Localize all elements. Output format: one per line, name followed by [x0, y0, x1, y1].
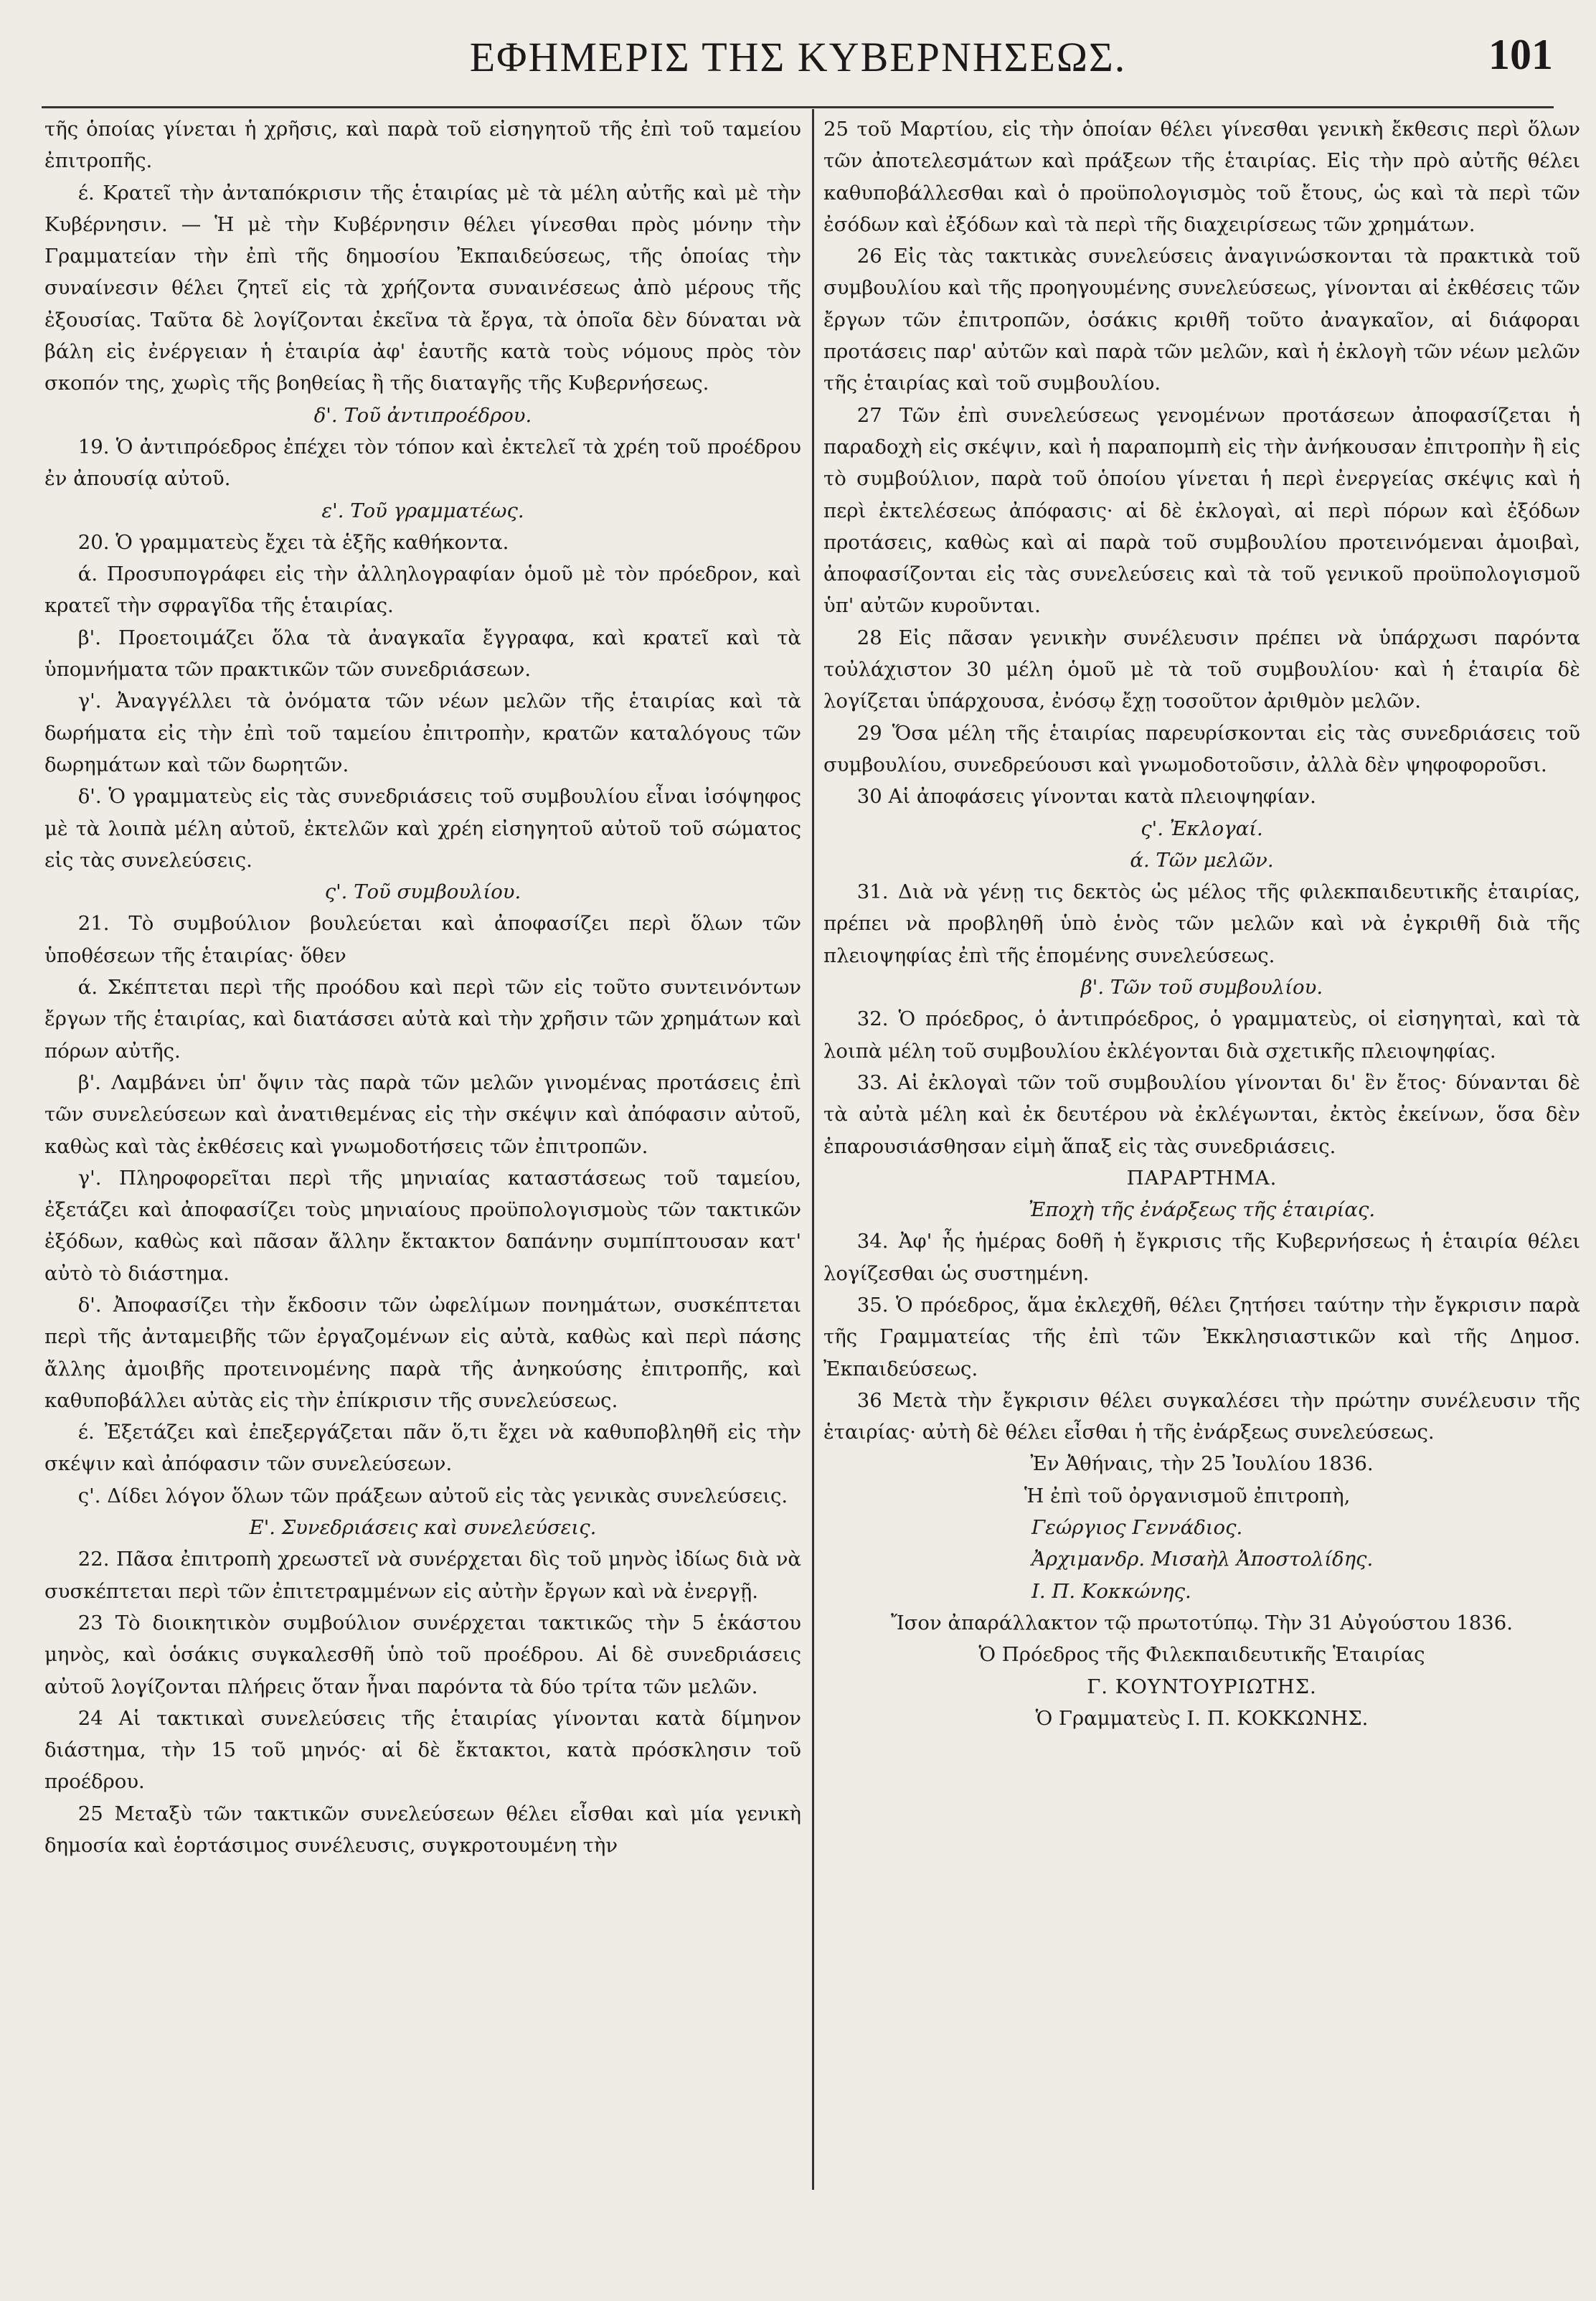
section-heading: ε'. Τοῦ γραμματέως. [321, 499, 524, 522]
paragraph: 35. Ὁ πρόεδρος, ἅμα ἐκλεχθῆ, θέλει ζητήσει ταύτην τὴν ἔγκρισιν παρὰ τῆς Γραμματείας τῆς ἐπὶ τῶν Ἐκκλησιαστικῶν καὶ τῆς Δημοσ. Ἐκπαιδεύσεως. [823, 1293, 1580, 1380]
section-subheading: β'. Τῶν τοῦ συμβουλίου. [1080, 976, 1323, 999]
paragraph: δ'. Ἀποφασίζει τὴν ἔκδοσιν τῶν ὠφελίμων πονημάτων, συσκέπτεται περὶ τῆς ἀνταμειβῆς τῶν ἐργαζομένων εἰς αὐτὰ, καθὼς καὶ περὶ πάσης ἄλλης ἀμοιβῆς προτεινομένης παρὰ τῆς ἀνηκούσης ἐπιτροπῆς, καὶ καθυποβάλλει αὐτὰς εἰς τὴν ἐπίκρισιν τῆς συνελεύσεως. [44, 1293, 801, 1412]
dateline: Ἐν Ἀθήναις, τὴν 25 Ἰουλίου 1836. [1030, 1452, 1374, 1476]
paragraph: τῆς ὁποίας γίνεται ἡ χρῆσις, καὶ παρὰ τοῦ εἰσηγητοῦ τῆς ἐπὶ τοῦ ταμείου ἐπιτροπῆς. [44, 118, 801, 173]
section-heading: δ'. Τοῦ ἀντιπροέδρου. [313, 403, 532, 427]
paragraph: 25 τοῦ Μαρτίου, εἰς τὴν ὁποίαν θέλει γίνεσθαι γενικὴ ἔκθεσις περὶ ὅλων τῶν ἀποτελεσμάτων καὶ πράξεων τῆς ἑταιρίας. Εἰς τὴν πρὸ αὐτῆς θέλει καθυποβάλλεσθαι καὶ ὁ προϋπολογισμὸς τοῦ ἔτους, ὡς καὶ τὰ περὶ τῶν ἐσόδων καὶ ἐξόδων καὶ τὰ περὶ τῆς διαχειρίσεως τῶν χρημάτων. [823, 118, 1580, 236]
paragraph: ά. Προσυπογράφει εἰς τὴν ἀλληλογραφίαν ὁμοῦ μὲ τὸν πρόεδρον, καὶ κρατεῖ τὴν σφραγῖδα τῆς ἑταιρίας. [44, 563, 801, 618]
paragraph: β'. Προετοιμάζει ὅλα τὰ ἀναγκαῖα ἔγγραφα, καὶ κρατεῖ καὶ τὰ ὑπομνήματα τῶν πρακτικῶν τῶν συνεδριάσεων. [44, 626, 801, 682]
paragraph: 29 Ὅσα μέλη τῆς ἑταιρίας παρευρίσκονται εἰς τὰς συνεδριάσεις τοῦ συμβουλίου, συνεδρεύουσι καὶ γνωμοδοτοῦσιν, ἀλλὰ δὲν ψηφοφοροῦσι. [823, 721, 1580, 776]
committee-line: Ἡ ἐπὶ τοῦ ὀργανισμοῦ ἐπιτροπὴ, [1024, 1484, 1351, 1507]
paragraph: 27 Τῶν ἐπὶ συνελεύσεως γενομένων προτάσεων ἀποφασίζεται ἡ παραδοχὴ εἰς σκέψιν, καὶ ἡ παραπομπὴ εἰς τὴν ἀνήκουσαν ἐπιτροπὴν ἢ εἰς τὸ συμβούλιον, παρὰ τοῦ ὁποίου γίνεται ἡ περὶ ἐνεργείας σκέψις καὶ ἡ περὶ ἐκτελέσεως ἀπόφασις· αἱ δὲ ἐκλογαὶ, αἱ περὶ πόρων καὶ ἐξόδων προτάσεις, καθὼς καὶ αἱ παρὰ τοῦ συμβουλίου προτεινόμεναι ἀμοιβαὶ, ἀποφασίζονται εἰς τὰς συνελεύσεις καὶ τὰ τοῦ γενικοῦ προϋπολογισμοῦ ὑπ' αὐτῶν κυροῦνται. [823, 403, 1580, 618]
paragraph: 33. Αἱ ἐκλογαὶ τῶν τοῦ συμβουλίου γίνονται δι' ἓν ἔτος· δύνανται δὲ τὰ αὐτὰ μέλη καὶ ἐκ δευτέρου νὰ ἐκλέγωνται, ἐκτὸς ἐκείνων, ὅσα δὲν ἐπαρουσιάσθησαν εἰμὴ ἅπαξ εἰς τὰς συνεδριάσεις. [823, 1070, 1580, 1158]
page-header [0, 29, 1596, 86]
president-name: Γ. ΚΟΥΝΤΟΥΡΙΩΤΗΣ. [1087, 1675, 1317, 1698]
paragraph: γ'. Πληροφορεῖται περὶ τῆς μηνιαίας καταστάσεως τοῦ ταμείου, ἐξετάζει καὶ ἀποφασίζει τοὺς μηνιαίους προϋπολογισμοὺς τῶν τακτικῶν ἐξόδων, καθὼς καὶ πᾶσαν ἄλλην ἔκτακτον δαπάνην συμπίπτουσαν κατ' αὐτὸ τὸ διάστημα. [44, 1166, 801, 1285]
section-heading: ς'. Ἐκλογαί. [1141, 817, 1263, 840]
paragraph: ς'. Δίδει λόγον ὅλων τῶν πράξεων αὐτοῦ εἰς τὰς γενικὰς συνελεύσεις. [77, 1484, 788, 1507]
page-number: 101 [1488, 31, 1553, 78]
left-column [44, 113, 801, 1861]
appendix-subheading: Ἐποχὴ τῆς ἐνάρξεως τῆς ἑταιρίας. [1028, 1198, 1376, 1222]
signature-line: Γεώργιος Γεννάδιος. [1031, 1516, 1243, 1540]
paragraph: 22. Πᾶσα ἐπιτροπὴ χρεωστεῖ νὰ συνέρχεται δὶς τοῦ μηνὸς ἰδίως διὰ νὰ συσκέπτεται περὶ τῶν ἐπιτετραμμένων εἰς αὐτὴν ἔργων καὶ νὰ ἐνεργῇ. [44, 1548, 801, 1603]
paragraph: ά. Σκέπτεται περὶ τῆς προόδου καὶ περὶ τῶν εἰς τοῦτο συντεινόντων ἔργων τῆς ἑταιρίας, καὶ διατάσσει αὐτὰ καὶ τὴν χρῆσιν τῶν χρημάτων καὶ πόρων αὐτῆς. [44, 976, 801, 1063]
paragraph: 32. Ὁ πρόεδρος, ὁ ἀντιπρόεδρος, ὁ γραμματεὺς, οἱ εἰσηγηταὶ, καὶ τὰ λοιπὰ μέλη τοῦ συμβουλίου ἐκλέγονται διὰ σχετικῆς πλειοψηφίας. [823, 1007, 1580, 1063]
paragraph: 28 Εἰς πᾶσαν γενικὴν συνέλευσιν πρέπει νὰ ὑπάρχωσι παρόντα τοὐλάχιστον 30 μέλη ὁμοῦ μὲ τὰ τοῦ συμβουλίου· καὶ ἡ ἑταιρία δὲ λογίζεται ὑπάρχουσα, ἐνόσῳ ἔχῃ τοσοῦτον ἀριθμὸν μελῶν. [823, 626, 1580, 713]
paragraph: 25 Μεταξὺ τῶν τακτικῶν συνελεύσεων θέλει εἶσθαι καὶ μία γενικὴ δημοσία καὶ ἑορτάσιμος συνέλευσις, συγκροτουμένη τὴν [44, 1802, 801, 1858]
appendix-heading: ΠΑΡΑΡΤΗΜΑ. [1126, 1166, 1278, 1190]
paragraph: 24 Αἱ τακτικαὶ συνελεύσεις τῆς ἑταιρίας γίνονται κατὰ δίμηνον διάστημα, τὴν 15 τοῦ μηνός· αἱ δὲ ἔκτακτοι, κατὰ πρόσκλησιν τοῦ προέδρου. [44, 1706, 801, 1794]
paragraph: 26 Εἰς τὰς τακτικὰς συνελεύσεις ἀναγινώσκονται τὰ πρακτικὰ τοῦ συμβουλίου καὶ τῆς προηγουμένης συνελεύσεως, γίνονται αἱ ἐκθέσεις τῶν ἔργων τῶν ἐπιτροπῶν, ὁσάκις κριθῆ τοῦτο ἀναγκαῖον, αἱ διάφοραι προτάσεις παρ' αὐτῶν καὶ παρὰ τῶν μελῶν, καὶ ἡ ἐκλογὴ τῶν νέων μελῶν τῆς ἑταιρίας καὶ τοῦ συμβουλίου. [823, 245, 1580, 395]
secretary-line: Ὁ Γραμματεὺς Ι. Π. ΚΟΚΚΩΝΗΣ. [1035, 1706, 1369, 1730]
paragraph: έ. Ἐξετάζει καὶ ἐπεξεργάζεται πᾶν ὅ,τι ἔχει νὰ καθυποβληθῆ εἰς τὴν σκέψιν καὶ ἀπόφασιν τῶν συνελεύσεων. [44, 1421, 801, 1476]
column-divider [812, 109, 814, 2190]
paragraph: γ'. Ἀναγγέλλει τὰ ὀνόματα τῶν νέων μελῶν τῆς ἑταιρίας καὶ τὰ δωρήματα εἰς τὴν ἐπὶ τοῦ ταμείου ἐπιτροπὴν, κρατῶν καταλόγους τῶν δωρημάτων καὶ τῶν δωρητῶν. [44, 690, 801, 776]
paragraph: 21. Τὸ συμβούλιον βουλεύεται καὶ ἀποφασίζει περὶ ὅλων τῶν ὑποθέσεων τῆς ἑταιρίας· ὅθεν [44, 912, 801, 967]
paragraph: 19. Ὁ ἀντιπρόεδρος ἐπέχει τὸν τόπον καὶ ἐκτελεῖ τὰ χρέη τοῦ προέδρου ἐν ἀπουσίᾳ αὐτοῦ. [44, 435, 801, 491]
right-column [823, 113, 1580, 1734]
paragraph: 36 Μετὰ τὴν ἔγκρισιν θέλει συγκαλέσει τὴν πρώτην συνέλευσιν τῆς ἑταιρίας· αὐτὴ δὲ θέλει εἶσθαι ἡ τῆς ἐνάρξεως συνελεύσεως. [823, 1388, 1580, 1444]
paragraph: 30 Αἱ ἀποφάσεις γίνονται κατὰ πλειοψηφίαν. [856, 785, 1316, 809]
paragraph: 34. Ἀφ' ἧς ἡμέρας δοθῆ ἡ ἔγκρισις τῆς Κυβερνήσεως ἡ ἑταιρία θέλει λογίζεσθαι ὡς συστημένη. [823, 1230, 1580, 1285]
paragraph: 23 Τὸ διοικητικὸν συμβούλιον συνέρχεται τακτικῶς τὴν 5 ἑκάστου μηνὸς, καὶ ὁσάκις συγκαλεσθῆ ὑπὸ τοῦ προέδρου. Αἱ δὲ συνεδριάσεις αὐτοῦ λογίζονται πλήρεις ὅταν ἦναι παρόντα τὰ δύο τρίτα τῶν μελῶν. [44, 1611, 801, 1698]
section-heading: ς'. Τοῦ συμβουλίου. [324, 880, 521, 904]
signature-line: Ι. Π. Κοκκώνης. [1031, 1579, 1191, 1603]
page-title: ΕΦΗΜΕΡΙΣ ΤΗΣ ΚΥΒΕΡΝΗΣΕΩΣ. [469, 34, 1127, 80]
paragraph: β'. Λαμβάνει ὑπ' ὄψιν τὰς παρὰ τῶν μελῶν γινομένας προτάσεις ἐπὶ τῶν συνελεύσεων καὶ ἀνατιθεμένας εἰς τὴν σκέψιν καὶ ἀπόφασιν αὐτοῦ, καθὼς καὶ τὰς ἐκθέσεις καὶ γνωμοδοτήσεις τῶν ἐπιτροπῶν. [44, 1070, 801, 1158]
paragraph: δ'. Ὁ γραμματεὺς εἰς τὰς συνεδριάσεις τοῦ συμβουλίου εἶναι ἰσόψηφος μὲ τὰ λοιπὰ μέλη αὐτοῦ, ἐκτελῶν καὶ χρέη εἰσηγητοῦ αὐτοῦ τοῦ σώματος εἰς τὰς συνελεύσεις. [44, 785, 801, 872]
section-heading: Ε'. Συνεδριάσεις καὶ συνελεύσεις. [249, 1516, 597, 1540]
header-rule [42, 106, 1554, 108]
president-title: Ὁ Πρόεδρος τῆς Φιλεκπαιδευτικῆς Ἑταιρίας [978, 1643, 1425, 1667]
paragraph: 31. Διὰ νὰ γένῃ τις δεκτὸς ὡς μέλος τῆς φιλεκπαιδευτικῆς ἑταιρίας, πρέπει νὰ προβληθῆ ὑπὸ ἑνὸς τῶν μελῶν καὶ νὰ ἐγκριθῆ διὰ τῆς πλειοψηφίας ἐπὶ τῆς ἑπομένης συνελεύσεως. [823, 880, 1580, 967]
paragraph: έ. Κρατεῖ τὴν ἀνταπόκρισιν τῆς ἑταιρίας μὲ τὰ μέλη αὐτῆς καὶ μὲ τὴν Κυβέρνησιν. — Ἡ μὲ τὴν Κυβέρνησιν θέλει γίνεσθαι πρὸς μόνην τὴν Γραμματείαν τὴν ἐπὶ τῆς δημοσίου Ἐκπαιδεύσεως, τῆς ὁποίας τὴν συναίνεσιν θέλει ζητεῖ εἰς τὰ χρήζοντα συναινέσεως ἀπὸ μέρους τῆς ἐξουσίας. Ταῦτα δὲ λογίζονται ἐκεῖνα τὰ ἔργα, τὰ ὁποῖα δὲν δύναται νὰ βάλη εἰς ἐνέργειαν ἡ ἑταιρία ἀφ' ἑαυτῆς κατὰ τοὺς νόμους πρὸς τὸν σκοπόν της, χωρὶς τῆς βοηθείας ἢ τῆς διαταγῆς τῆς Κυβερνήσεως. [44, 181, 801, 395]
section-subheading: ά. Τῶν μελῶν. [1130, 848, 1274, 872]
signature-line: Ἀρχιμανδρ. Μισαὴλ Ἀποστολίδης. [1031, 1548, 1374, 1571]
paragraph: 20. Ὁ γραμματεὺς ἔχει τὰ ἑξῆς καθήκοντα. [77, 530, 509, 554]
certification-line: Ἴσον ἀπαράλλακτον τῷ πρωτοτύπῳ. Τὴν 31 Αὐγούστου 1836. [890, 1611, 1513, 1634]
